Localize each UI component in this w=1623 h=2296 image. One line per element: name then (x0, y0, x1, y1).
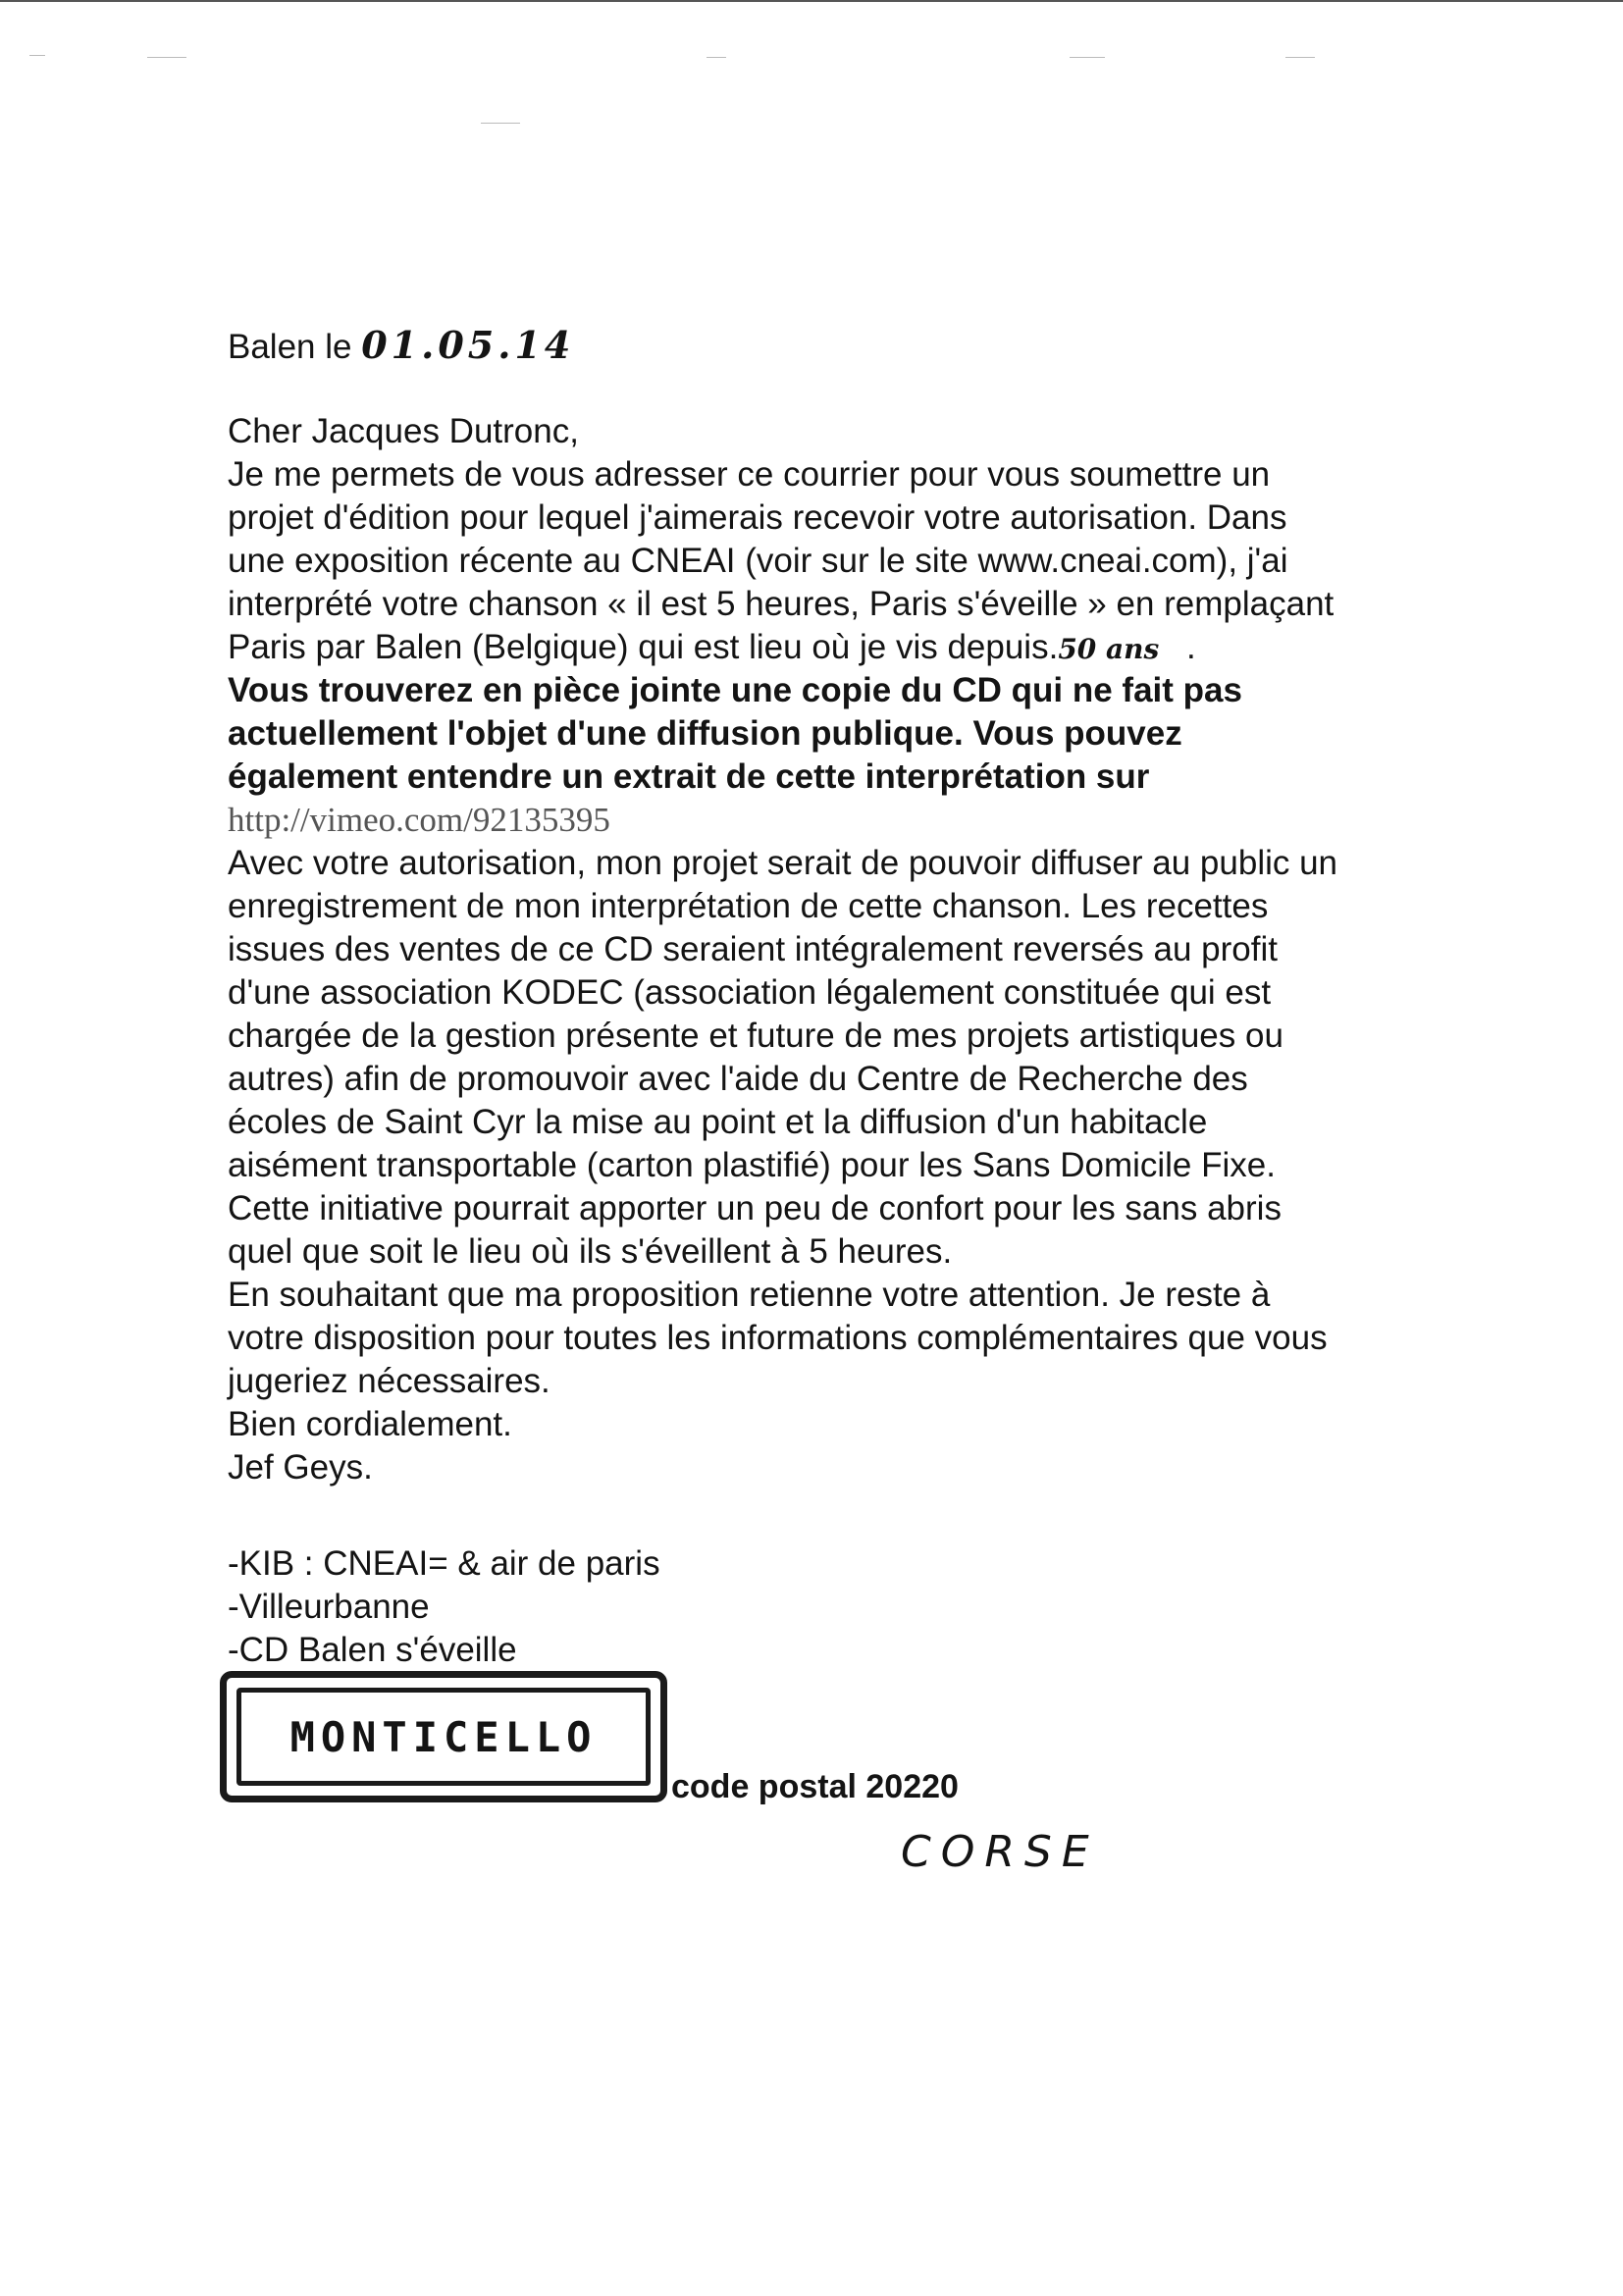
paragraph-line: jugeriez nécessaires. (228, 1362, 550, 1400)
scan-artifact (707, 57, 726, 58)
paragraph-line: votre disposition pour toutes les informations complémentaires que vous (228, 1319, 1328, 1357)
handwritten-date: 01.05.14 (361, 323, 575, 367)
bold-line: Vous trouverez en pièce jointe une copie du CD qui ne fait pas (228, 671, 1242, 709)
scan-artifact (1070, 57, 1105, 58)
paragraph-line: interprété votre chanson « il est 5 heures, Paris s'éveille » en remplaçant (228, 585, 1335, 623)
paragraph-line: issues des ventes de ce CD seraient intégralement reversés au profit (228, 930, 1278, 968)
paragraph-line: Avec votre autorisation, mon projet serait de pouvoir diffuser au public un (228, 844, 1338, 882)
vimeo-link[interactable]: http://vimeo.com/92135395 (228, 801, 610, 839)
city-label: Balen le (228, 328, 352, 366)
paragraph-line: d'une association KODEC (association légalement constituée qui est (228, 973, 1272, 1012)
paragraph-line: autres) afin de promouvoir avec l'aide du Centre de Recherche des (228, 1060, 1248, 1098)
paragraph-line: projet d'édition pour lequel j'aimerais recevoir votre autorisation. Dans (228, 498, 1287, 537)
paragraph-line: aisément transportable (carton plastifié) pour les Sans Domicile Fixe. (228, 1146, 1276, 1184)
signature: Jef Geys. (228, 1448, 373, 1487)
scan-artifact (147, 57, 186, 58)
period: . (1186, 628, 1196, 666)
scan-artifact (1285, 57, 1315, 58)
paragraph-line: enregistrement de mon interprétation de cette chanson. Les recettes (228, 887, 1269, 925)
paragraph-line: Je me permets de vous adresser ce courrier pour vous soumettre un (228, 455, 1271, 494)
paragraph-line: chargée de la gestion présente et future de mes projets artistiques ou (228, 1017, 1283, 1055)
scan-artifact (481, 123, 520, 124)
postal-code: code postal 20220 (671, 1768, 959, 1805)
bold-line: actuellement l'objet d'une diffusion publique. Vous pouvez (228, 714, 1182, 753)
paragraph-line: quel que soit le lieu où ils s'éveillent à 5 heures. (228, 1232, 953, 1271)
paragraph-line: écoles de Saint Cyr la mise au point et la diffusion d'un habitacle (228, 1103, 1208, 1141)
paragraph-line: une exposition récente au CNEAI (voir sur le site www.cneai.com), j'ai (228, 542, 1288, 580)
road-sign-text: MONTICELLO (289, 1712, 598, 1761)
greeting: Cher Jacques Dutronc, (228, 412, 579, 450)
bold-line: également entendre un extrait de cette interprétation sur (228, 757, 1150, 796)
scan-edge (0, 0, 1623, 2)
list-item: -Villeurbanne (228, 1588, 430, 1626)
closing: Bien cordialement. (228, 1405, 512, 1443)
list-item: -CD Balen s'éveille (228, 1631, 517, 1669)
date-line (228, 324, 574, 369)
paragraph-line (228, 626, 1196, 671)
handwritten-region: CORSE (901, 1827, 1099, 1877)
paragraph-line: En souhaitant que ma proposition retienne votre attention. Je reste à (228, 1276, 1271, 1314)
town-road-sign (220, 1671, 667, 1802)
paragraph-text: Paris par Balen (Belgique) qui est lieu où je vis depuis. (228, 628, 1059, 666)
scan-artifact (29, 55, 45, 56)
handwritten-years: 50 ans (1058, 633, 1160, 665)
list-item: -KIB : CNEAI= & air de paris (228, 1544, 660, 1583)
paragraph-line: Cette initiative pourrait apporter un peu de confort pour les sans abris (228, 1189, 1282, 1227)
